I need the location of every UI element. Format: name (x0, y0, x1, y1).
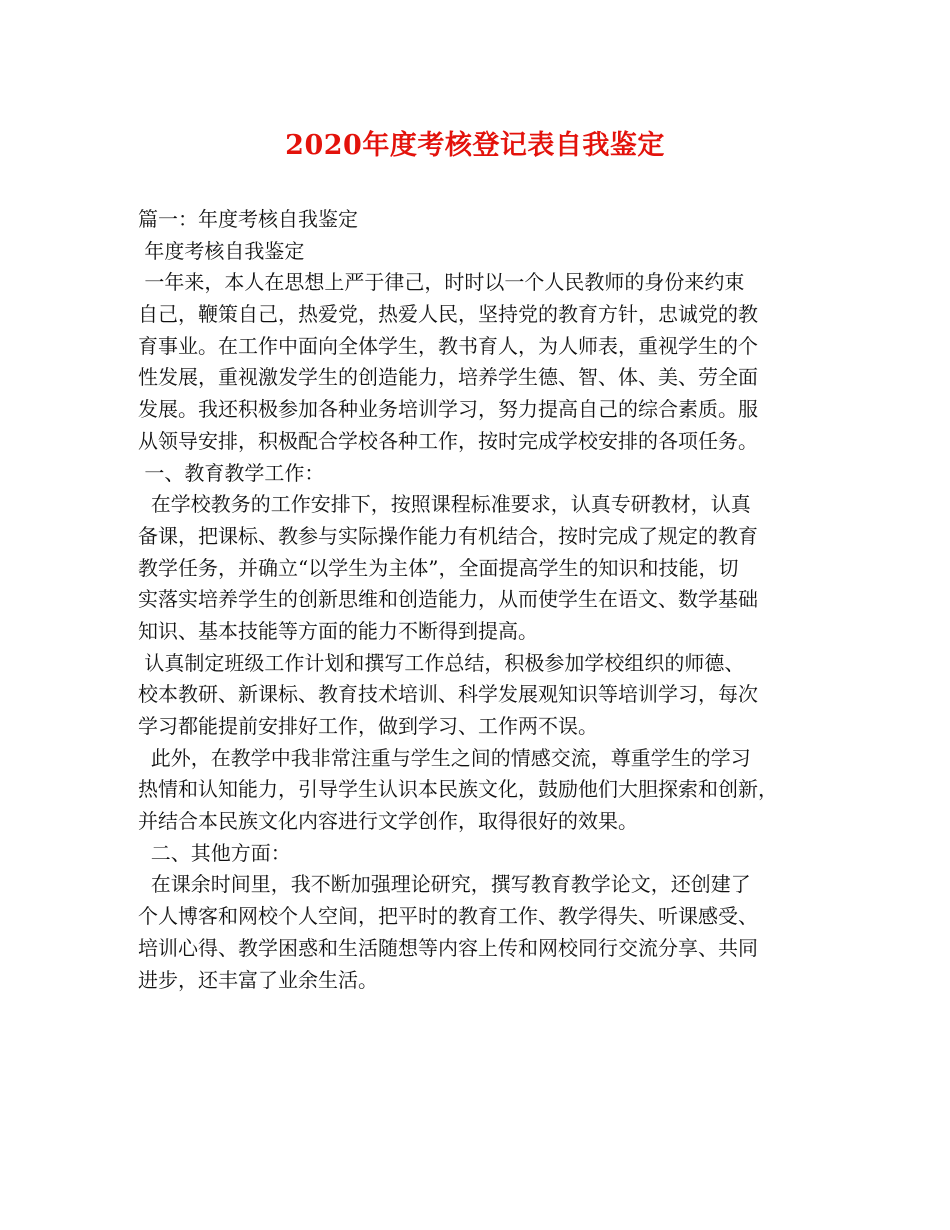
text-line: 性发展，重视激发学生的创造能力，培养学生德、智、体、美、劳全面 (138, 365, 758, 390)
text-line: 认真制定班级工作计划和撰写工作总结，积极参加学校组织的师德、 (138, 650, 745, 675)
text-line: 从领导安排，积极配合学校各种工作，按时完成学校安排的各项任务。 (138, 428, 758, 453)
text-line: 进步，还丰富了业余生活。 (138, 967, 378, 992)
text-line: 校本教研、新课标、教育技术培训、科学发展观知识等培训学习，每次 (138, 682, 758, 707)
text-line: 并结合本民族文化内容进行文学创作，取得很好的效果。 (138, 809, 638, 834)
page-title: 2020年度考核登记表自我鉴定 (285, 130, 665, 161)
text-line: 培训心得、教学困惑和生活随想等内容上传和网校同行交流分享、共同 (138, 935, 758, 960)
text-line: 实落实培养学生的创新思维和创造能力，从而使学生在语文、数学基础 (138, 587, 758, 612)
text-line: 热情和认知能力，引导学生认识本民族文化，鼓励他们大胆探索和创新， (138, 777, 778, 802)
text-line: 年度考核自我鉴定 (138, 238, 305, 263)
text-line: 育事业。在工作中面向全体学生，教书育人，为人师表，重视学生的个 (138, 333, 758, 358)
text-line: 自己，鞭策自己，热爱党，热爱人民，坚持党的教育方针，忠诚党的教 (138, 302, 758, 327)
text-line: 发展。我还积极参加各种业务培训学习，努力提高自己的综合素质。服 (138, 397, 758, 422)
text-line: 一年来，本人在思想上严于律己，时时以一个人民教师的身份来约束 (138, 270, 745, 295)
text-line: 此外，在教学中我非常注重与学生之间的情感交流，尊重学生的学习 (138, 745, 751, 770)
text-line: 学习都能提前安排好工作，做到学习、工作两不误。 (138, 714, 598, 738)
text-line: 备课，把课标、教参与实际操作能力有机结合，按时完成了规定的教育 (138, 523, 758, 548)
text-line: 知识、基本技能等方面的能力不断得到提高。 (138, 618, 538, 643)
text-line: 个人博客和网校个人空间，把平时的教育工作、教学得失、听课感受、 (138, 904, 758, 929)
text-line: 教学任务，并确立“以学生为主体”，全面提高学生的知识和技能，切 (138, 555, 739, 580)
document-body (138, 204, 828, 996)
text-line: 二、其他方面： (138, 840, 291, 865)
text-line: 篇一：年度考核自我鉴定 (138, 207, 358, 231)
text-line: 在课余时间里，我不断加强理论研究，撰写教育教学论文，还创建了 (138, 872, 751, 897)
text-line: 在学校教务的工作安排下，按照课程标准要求，认真专研教材，认真 (138, 492, 751, 517)
text-line: 一、教育教学工作： (138, 460, 325, 485)
